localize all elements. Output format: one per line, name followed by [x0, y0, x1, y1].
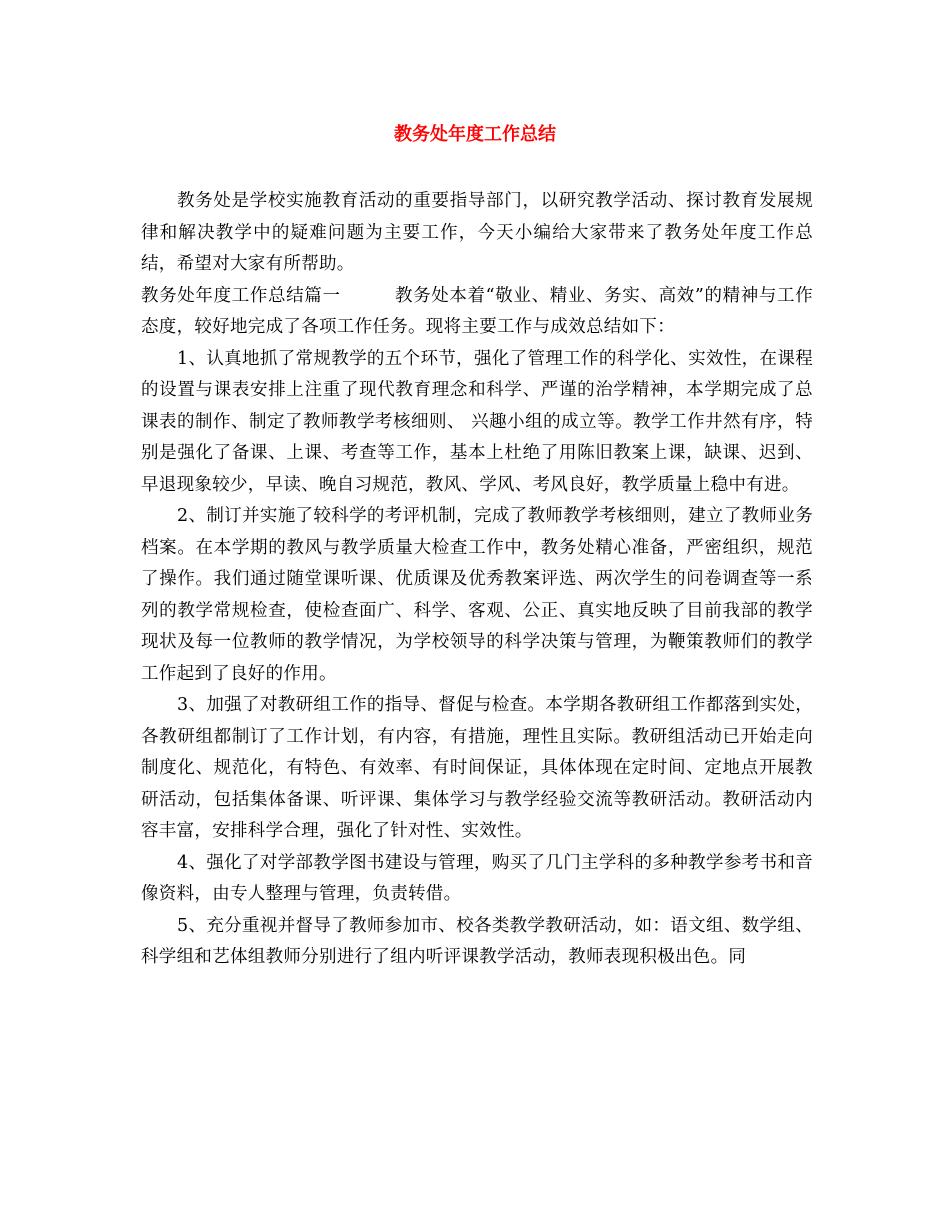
document-body	[141, 186, 813, 974]
section-paragraph	[141, 281, 813, 344]
list-item-2: 2、制订并实施了较科学的考评机制，完成了教师教学考核细则，建立了教师业务档案。在本学期的教风与教学质量大检查工作中，教务处精心准备，严密组织，规范了操作。我们通过随堂课听课、优质课及优秀教案评选、两次学生的问卷调查等一系列的教学常规检查，使检查面广、科学、客观、公正、真实地反映了目前我部的教学现状及每一位教师的教学情况，为学校领导的科学决策与管理，为鞭策教师们的教学工作起到了良好的作用。	[141, 506, 813, 684]
section-lead: 教务处本着“敬业、精业、务实、高效”的精神与工作态度，较好地完成了各项工作任务。现将主要工作与成效总结如下：	[141, 285, 813, 337]
list-item-1: 1、认真地抓了常规教学的五个环节，强化了管理工作的科学化、实效性，在课程的设置与课表安排上注重了现代教育理念和科学、严谨的治学精神，本学期完成了总课表的制作、制定了教师教学考核细则、 兴趣小组的成立等。教学工作井然有序，特别是强化了备课、上课、考查等工作，基本上杜绝了用陈旧教案上课，缺课、迟到、早退现象较少，早读、晚自习规范，教风、学风、考风良好，教学质量上稳中有进。	[141, 348, 813, 495]
list-item-4: 4、强化了对学部教学图书建设与管理，购买了几门主学科的多种教学参考书和音像资料，由专人整理与管理，负责转借。	[141, 852, 813, 904]
document-title: 教务处年度工作总结	[394, 124, 556, 145]
list-item-5: 5、充分重视并督导了教师参加市、校各类教学教研活动，如：语文组、数学组、科学组和艺体组教师分别进行了组内听评课教学活动，教师表现积极出色。同	[141, 915, 813, 967]
list-item-3: 3、加强了对教研组工作的指导、督促与检查。本学期各教研组工作都落到实处，各教研组都制订了工作计划，有内容，有措施，理性且实际。教研组活动已开始走向制度化、规范化，有特色、有效率、有时间保证，具体体现在定时间、定地点开展教研活动，包括集体备课、听评课、集体学习与教学经验交流等教研活动。教研活动内容丰富，安排科学合理，强化了针对性、实效性。	[141, 695, 813, 841]
section-heading: 教务处年度工作总结篇一	[141, 285, 341, 306]
intro-paragraph: 教务处是学校实施教育活动的重要指导部门，以研究教学活动、探讨教育发展规律和解决教学中的疑难问题为主要工作，今天小编给大家带来了教务处年度工作总结，希望对大家有所帮助。	[141, 191, 813, 274]
